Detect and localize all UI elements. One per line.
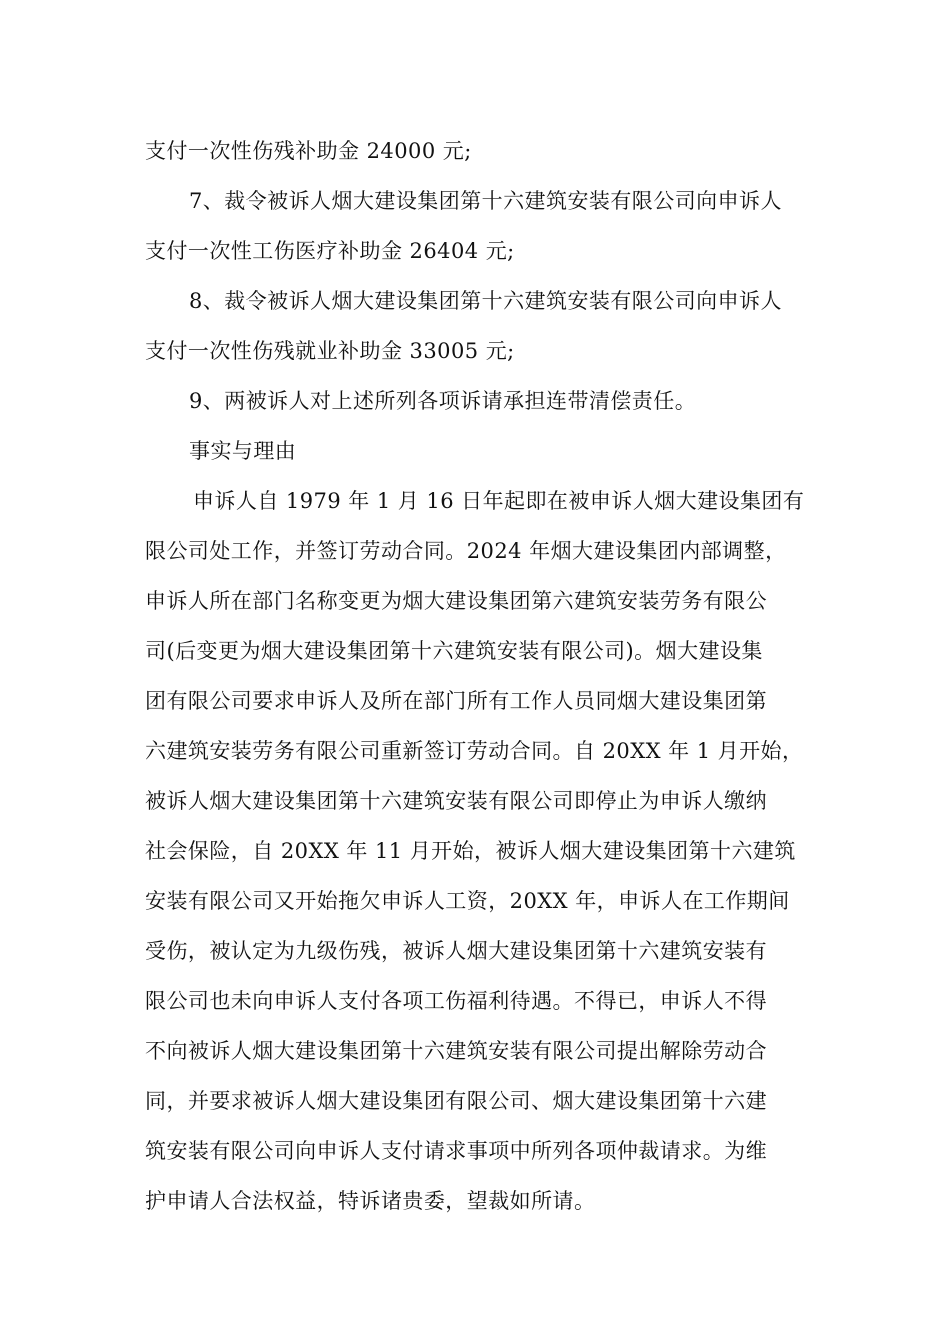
text-line: 限公司处工作，并签订劳动合同。2024 年烟大建设集团内部调整， xyxy=(145,539,787,563)
text-line: 团有限公司要求申诉人及所在部门所有工作人员同烟大建设集团第 xyxy=(145,689,768,713)
document-page xyxy=(145,126,810,1226)
paragraph-item-8 xyxy=(145,276,810,376)
text-line: 支付一次性工伤医疗补助金 26404 元; xyxy=(145,239,515,263)
text-line: 7、裁令被诉人烟大建设集团第十六建筑安装有限公司向申诉人 xyxy=(189,189,782,213)
text-line: 安装有限公司又开始拖欠申诉人工资，20XX 年，申诉人在工作期间 xyxy=(145,889,790,913)
text-line: 申诉人所在部门名称变更为烟大建设集团第六建筑安装劳务有限公 xyxy=(145,589,768,613)
text-line: 司(后变更为烟大建设集团第十六建筑安装有限公司)。烟大建设集 xyxy=(145,639,763,663)
paragraph-facts-body xyxy=(145,476,810,1226)
text-line: 限公司也未向申诉人支付各项工伤福利待遇。不得已，申诉人不得 xyxy=(145,989,768,1013)
text-line: 被诉人烟大建设集团第十六建筑安装有限公司即停止为申诉人缴纳 xyxy=(145,789,768,813)
text-line: 受伤，被认定为九级伤残，被诉人烟大建设集团第十六建筑安装有 xyxy=(145,939,768,963)
paragraph-item-9 xyxy=(145,376,810,426)
text-line: 申诉人自 1979 年 1 月 16 日年起即在被申诉人烟大建设集团有 xyxy=(193,489,805,513)
heading-text: 事实与理由 xyxy=(189,439,297,463)
text-line: 六建筑安装劳务有限公司重新签订劳动合同。自 20XX 年 1 月开始， xyxy=(145,739,804,763)
section-heading-facts-and-reasons xyxy=(145,426,810,476)
text-line: 8、裁令被诉人烟大建设集团第十六建筑安装有限公司向申诉人 xyxy=(189,289,782,313)
text-line: 9、两被诉人对上述所列各项诉请承担连带清偿责任。 xyxy=(189,389,697,413)
text-line: 同，并要求被诉人烟大建设集团有限公司、烟大建设集团第十六建 xyxy=(145,1089,768,1113)
paragraph-item-7 xyxy=(145,176,810,276)
text-line: 社会保险，自 20XX 年 11 月开始，被诉人烟大建设集团第十六建筑 xyxy=(145,839,796,863)
text-line: 筑安装有限公司向申诉人支付请求事项中所列各项仲裁请求。为维 xyxy=(145,1139,768,1163)
text-line: 不向被诉人烟大建设集团第十六建筑安装有限公司提出解除劳动合 xyxy=(145,1039,768,1063)
paragraph-continuation-item-6 xyxy=(145,126,810,176)
text-line: 支付一次性伤残就业补助金 33005 元; xyxy=(145,339,515,363)
text-line: 护申请人合法权益，特诉诸贵委，望裁如所请。 xyxy=(145,1189,596,1213)
text-line: 支付一次性伤残补助金 24000 元; xyxy=(145,139,472,163)
